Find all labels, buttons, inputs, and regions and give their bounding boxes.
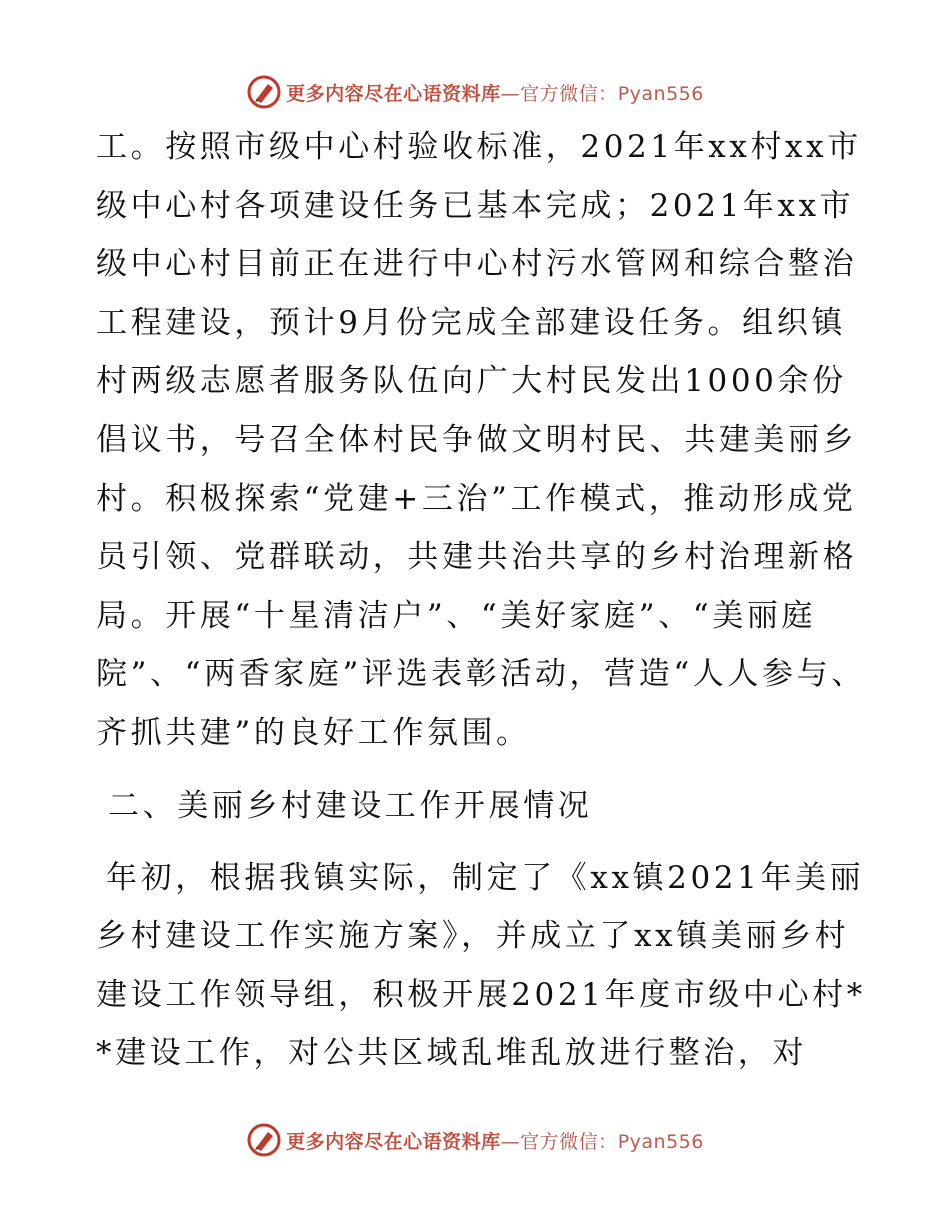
document-body bbox=[96, 118, 866, 1083]
watermark-title: 更多内容尽在心语资料库 bbox=[286, 82, 501, 105]
watermark-separator: —官方微信： bbox=[500, 82, 618, 105]
pen-nib-logo-icon bbox=[246, 1122, 282, 1158]
watermark-text bbox=[286, 79, 704, 106]
watermark-wechat-id: Pyan556 bbox=[617, 1130, 704, 1153]
watermark-banner-top bbox=[0, 70, 950, 114]
watermark-wechat-id: Pyan556 bbox=[617, 82, 704, 105]
paragraph-1: 工。按照市级中心村验收标准，2021年xx村xx市级中心村各项建设任务已基本完成；2021年xx市级中心村目前正在进行中心村污水管网和综合整治工程建设，预计9月份完成全部建设任务。组织镇村两级志愿者服务队伍向广大村民发出1000余份倡议书，号召全体村民争做文明村民、共建美丽乡村。积极探索“党建+三治”工作模式，推动形成党员引领、党群联动，共建共治共享的乡村治理新格局。开展“十星清洁户”、“美好家庭”、“美丽庭院”、“两香家庭”评选表彰活动，营造“人人参与、齐抓共建”的良好工作氛围。 bbox=[96, 129, 866, 751]
watermark-banner-bottom bbox=[0, 1118, 950, 1162]
paragraph-2: 年初，根据我镇实际，制定了《xx镇2021年美丽乡村建设工作实施方案》，并成立了xx镇美丽乡村建设工作领导组，积极开展2021年度市级中心村**建设工作，对公共区域乱堆乱放进行整治，对 bbox=[96, 859, 866, 1072]
pen-nib-logo-icon bbox=[246, 74, 282, 110]
section-heading-2: 二、美丽乡村建设工作开展情况 bbox=[108, 787, 593, 824]
watermark-separator: —官方微信： bbox=[500, 1130, 618, 1153]
watermark-title: 更多内容尽在心语资料库 bbox=[286, 1130, 501, 1153]
watermark-text bbox=[286, 1127, 704, 1154]
